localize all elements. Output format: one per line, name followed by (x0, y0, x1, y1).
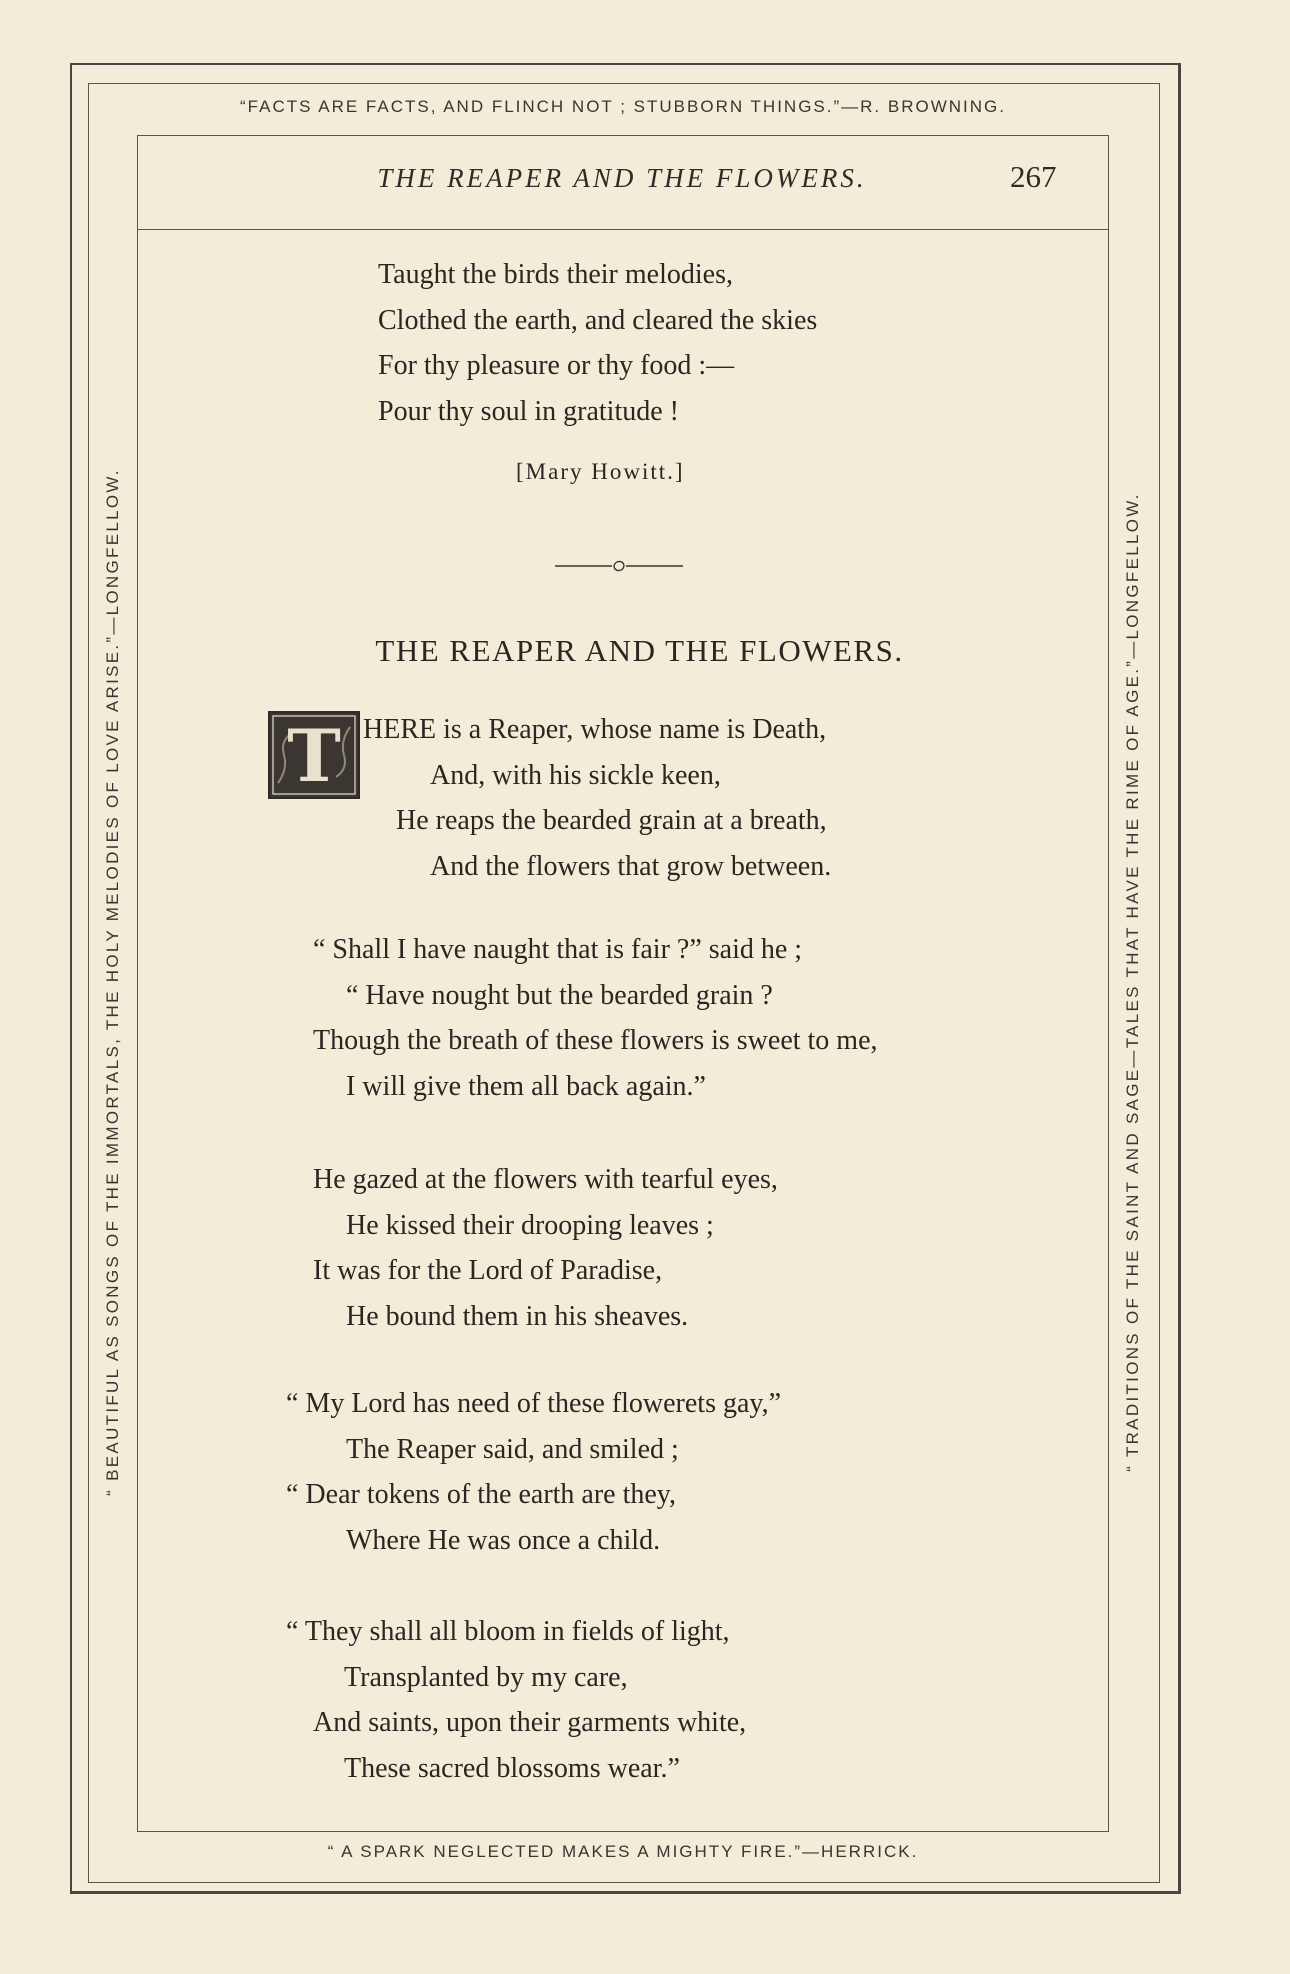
verse-line: Pour thy soul in gratitude ! (378, 395, 679, 427)
verse-line: HERE is a Reaper, whose name is Death, (363, 714, 827, 745)
drop-cap-letter: T (287, 713, 341, 798)
verse-line: These sacred blossoms wear.” (344, 1752, 680, 1784)
verse-line: Where He was once a child. (346, 1524, 661, 1556)
verse-line: It was for the Lord of Paradise, (313, 1255, 663, 1286)
verse-line: He gazed at the flowers with tearful eyes, (313, 1164, 778, 1195)
verse-line: I will give them all back again.” (346, 1070, 706, 1102)
verse-line: The Reaper said, and smiled ; (346, 1433, 679, 1465)
margin-quote-bottom: “ A SPARK NEGLECTED MAKES A MIGHTY FIRE.”—HERRICK. (327, 1842, 919, 1861)
drop-cap-initial (268, 711, 360, 799)
verse-line: He kissed their drooping leaves ; (346, 1209, 714, 1241)
page-number: 267 (1010, 159, 1057, 194)
previous-poem-ending (378, 252, 817, 434)
stanza-4 (286, 1381, 781, 1563)
verse-line: “ Dear tokens of the earth are they, (286, 1479, 676, 1510)
running-title: THE REAPER AND THE FLOWERS. (377, 163, 867, 193)
verse-line: “ My Lord has need of these flowerets gay,” (286, 1388, 782, 1419)
margin-quote-right: “ TRADITIONS OF THE SAINT AND SAGE—TALES THAT HAVE THE RIME OF AGE.”—LONGFELLOW. (1123, 492, 1142, 1472)
verse-line: “ Shall I have naught that is fair ?” said he ; (313, 934, 803, 965)
poem-title: THE REAPER AND THE FLOWERS. (375, 633, 904, 668)
stanza-3 (313, 1157, 778, 1339)
verse-line: He reaps the bearded grain at a breath, (396, 805, 827, 836)
stanza-2 (313, 927, 878, 1109)
ornament-separator (553, 554, 685, 574)
margin-quote-left: “ BEAUTIFUL AS SONGS OF THE IMMORTALS, THE HOLY MELODIES OF LOVE ARISE.”—LONGFELLOW. (103, 468, 122, 1496)
stanza-5 (286, 1609, 746, 1791)
verse-line: Though the breath of these flowers is sweet to me, (313, 1025, 878, 1056)
verse-line: And the flowers that grow between. (430, 850, 832, 882)
verse-line: Clothed the earth, and cleared the skies (378, 304, 818, 336)
verse-line: Transplanted by my care, (344, 1661, 628, 1693)
verse-line: And saints, upon their garments white, (313, 1707, 747, 1738)
verse-line: For thy pleasure or thy food :— (378, 350, 735, 381)
verse-line: “ Have nought but the bearded grain ? (346, 979, 773, 1011)
verse-line: “ They shall all bloom in fields of light, (286, 1616, 730, 1647)
verse-line: And, with his sickle keen, (430, 759, 721, 791)
header-rule (137, 229, 1109, 230)
stanza-1 (363, 707, 831, 889)
verse-line: He bound them in his sheaves. (346, 1300, 689, 1332)
margin-quote-top: “FACTS ARE FACTS, AND FLINCH NOT ; STUBBORN THINGS.”—R. BROWNING. (240, 97, 1006, 116)
attribution: [Mary Howitt.] (516, 459, 685, 484)
verse-line: Taught the birds their melodies, (378, 259, 733, 290)
